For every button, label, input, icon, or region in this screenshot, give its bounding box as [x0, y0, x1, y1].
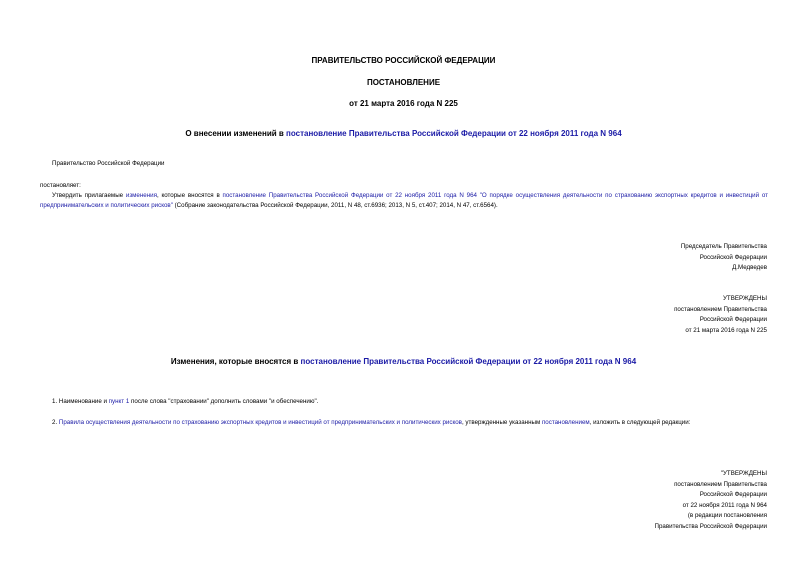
- p1-text-a: Утвердить прилагаемые: [52, 192, 126, 199]
- approved-line-3: Российской Федерации: [699, 316, 767, 323]
- approved2-line-5: (в редакции постановления: [687, 512, 767, 519]
- changes-title-link[interactable]: постановление Правительства Российской Федерации от 22 ноября 2011 года N 964: [300, 357, 637, 366]
- item-2-text-c: , изложить в следующей редакции:: [589, 419, 691, 426]
- rules-link[interactable]: Правила осуществления деятельности по страхованию экспортных кредитов и инвестиций от предпринимательских и политических рисков: [58, 419, 462, 426]
- document-type: ПОСТАНОВЛЕНИЕ: [366, 78, 441, 87]
- item-2-text-a: 2.: [52, 419, 59, 426]
- p1-text-b: , которые вносятся в: [156, 192, 223, 199]
- changes-title: [0, 357, 807, 366]
- approved2-line-2: постановлением Правительства: [674, 480, 767, 488]
- signature-line-1: Председатель Правительства: [680, 243, 767, 250]
- approved2-line-6: Правительства Российской Федерации: [654, 522, 767, 530]
- title-prefix: О внесении изменений в: [185, 129, 287, 138]
- item-1-text-b: после слова "страховании" дополнить словами "и обеспечению".: [129, 398, 319, 405]
- resolves-word: постановляет:: [40, 182, 81, 189]
- changes-title-prefix: Изменения, которые вносятся в: [170, 357, 301, 366]
- approved2-line-3: Российской Федерации: [699, 491, 767, 498]
- approved2-line-4: от 22 ноября 2011 года N 964: [682, 501, 767, 509]
- approved-line-4: от 21 марта 2016 года N 225: [685, 326, 767, 334]
- signature-line-2: Российской Федерации: [699, 253, 767, 261]
- approved-block-2: [655, 469, 768, 532]
- approved-line-1: УТВЕРЖДЕНЫ: [723, 295, 767, 302]
- document-title: [0, 129, 807, 138]
- document-date-number: от 21 марта 2016 года N 225: [349, 99, 458, 108]
- issuer: Правительство Российской Федерации: [52, 160, 165, 167]
- government-heading: ПРАВИТЕЛЬСТВО РОССИЙСКОЙ ФЕДЕРАЦИИ: [311, 56, 496, 65]
- approved-block: [674, 294, 767, 336]
- item-1-text-a: 1. Наименование и: [52, 398, 109, 405]
- item-2-text-b: , утвержденные указанным: [461, 419, 542, 426]
- resolution-964-link[interactable]: постановление Правительства Российской Федерации от 22 ноября 2011 года N 964 "О порядке осуществления деятельности по страхованию экспортных кредитов и инвестиций от предпринимательских и политических рисков": [40, 192, 768, 209]
- signature-block: [681, 242, 767, 274]
- item-1: [40, 397, 768, 407]
- resolution-link[interactable]: постановлением: [541, 419, 590, 426]
- approved-line-2: постановлением Правительства: [674, 305, 767, 313]
- p1-text-c: (Собрание законодательства Российской Федерации, 2011, N 48, ст.6936; 2013, N 5, ст.407; 2014, N 47, ст.6564).: [172, 201, 498, 209]
- resolution-paragraph: [40, 191, 768, 210]
- signature-line-3: Д.Медведев: [732, 264, 767, 271]
- item-2: [40, 418, 768, 428]
- approved2-line-1: "УТВЕРЖДЕНЫ: [720, 470, 767, 477]
- changes-link[interactable]: изменения: [125, 192, 157, 199]
- point-1-link[interactable]: пункт 1: [108, 398, 130, 405]
- title-link[interactable]: постановление Правительства Российской Федерации от 22 ноября 2011 года N 964: [286, 129, 622, 138]
